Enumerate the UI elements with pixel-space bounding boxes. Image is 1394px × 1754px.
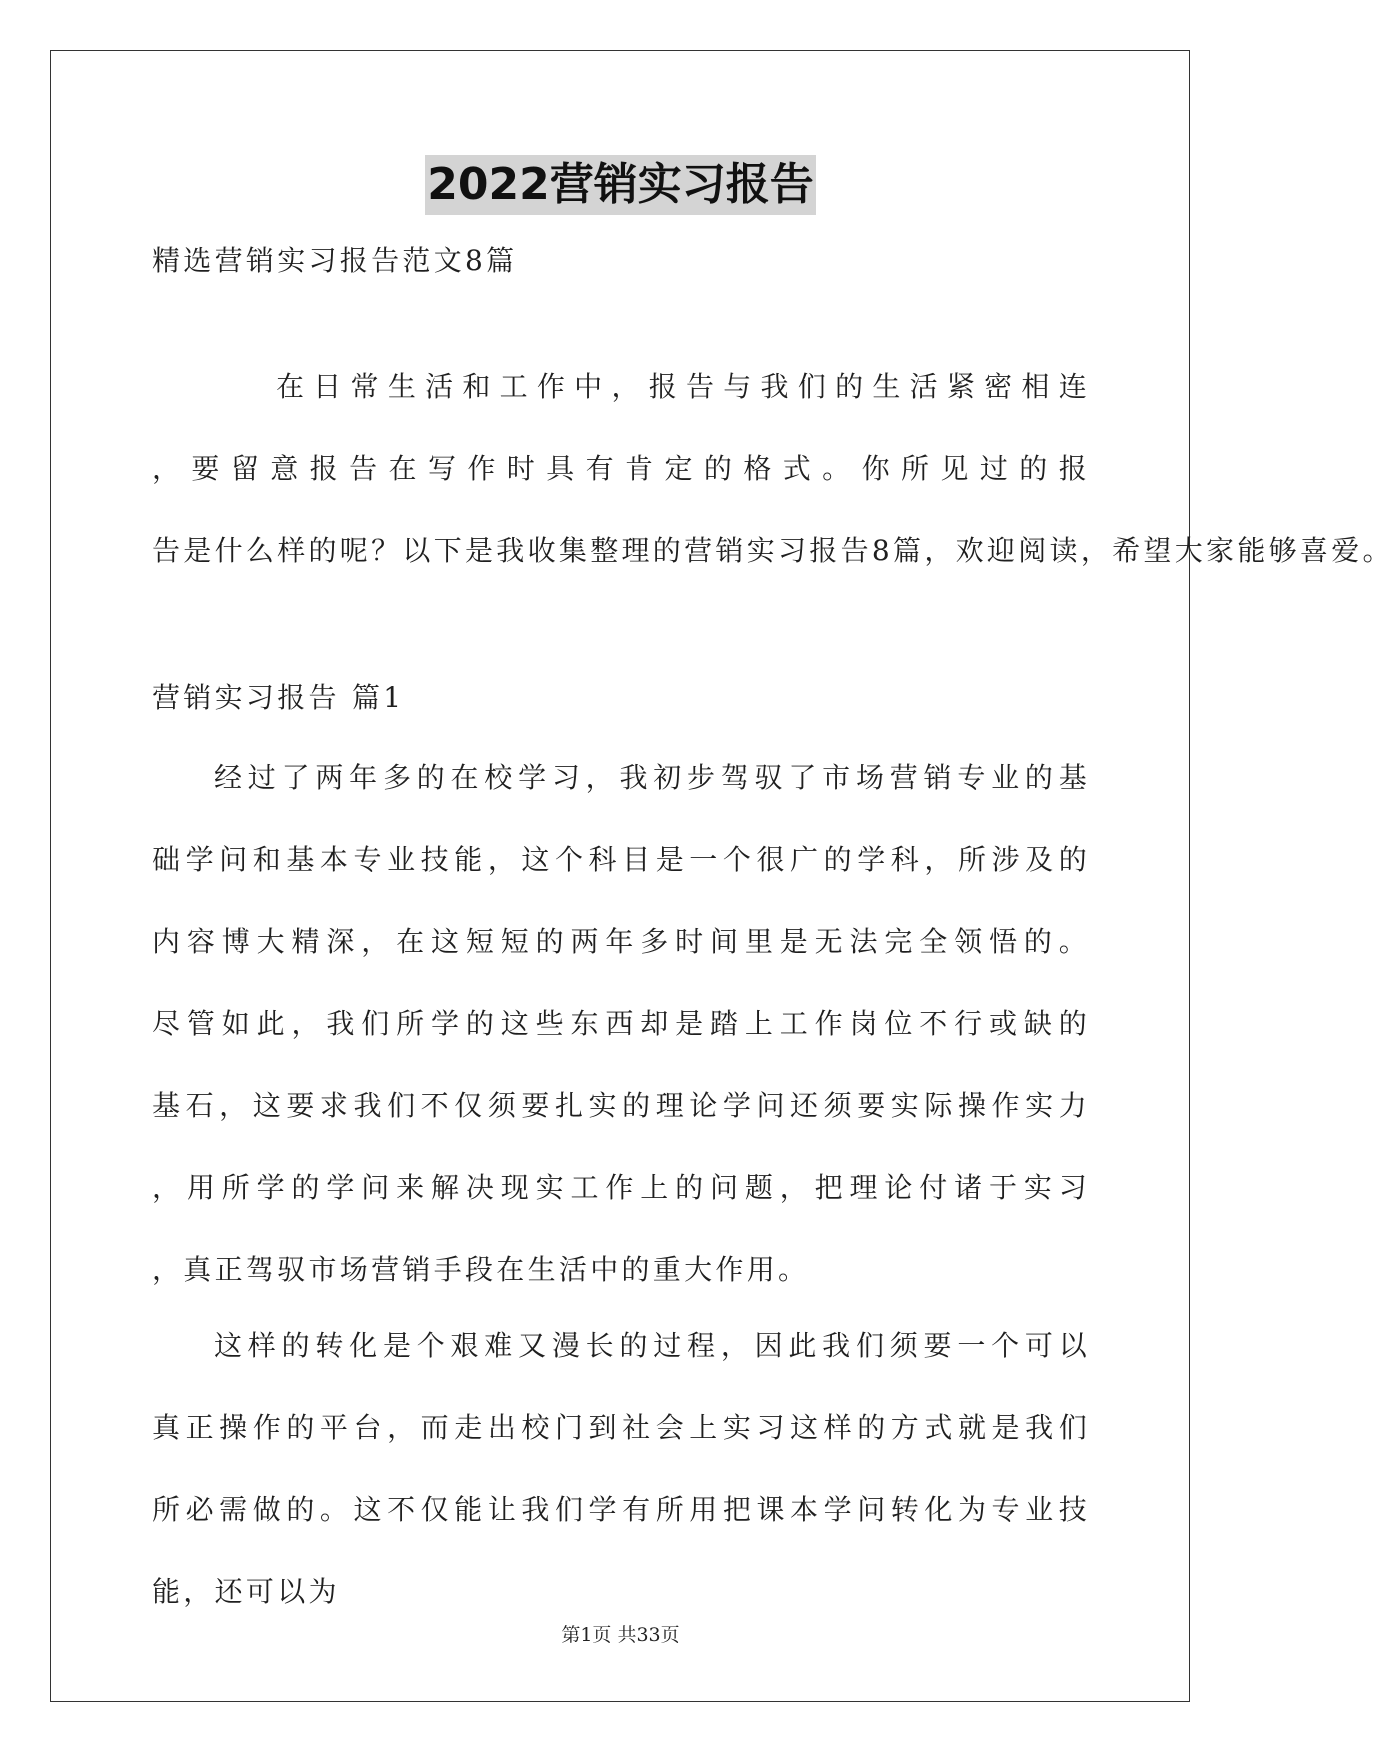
text-line: 真正操作的平台，而走出校门到社会上实习这样的方式就是我们	[152, 1411, 1090, 1444]
text-line: 内容博大精深，在这短短的两年多时间里是无法完全领悟的。	[152, 925, 1090, 958]
text-line: 基石，这要求我们不仅须要扎实的理论学问还须要实际操作实力	[152, 1089, 1090, 1122]
text-line: ，真正驾驭市场营销手段在生活中的重大作用。	[152, 1253, 810, 1286]
text-line: 能，还可以为	[152, 1575, 340, 1608]
text-line: 这样的转化是个艰难又漫长的过程，因此我们须要一个可以	[214, 1329, 1090, 1362]
text-line: 告是什么样的呢？以下是我收集整理的营销实习报告8篇，欢迎阅读，希望大家能够喜爱。	[152, 534, 1394, 567]
document-subtitle: 精选营销实习报告范文8篇	[152, 244, 518, 277]
text-line: ，用所学的学问来解决现实工作上的问题，把理论付诸于实习	[152, 1171, 1090, 1204]
body-paragraph-2	[152, 1305, 1090, 1633]
text-line: 经过了两年多的在校学习，我初步驾驭了市场营销专业的基	[214, 761, 1090, 794]
title-wrap	[0, 155, 1241, 215]
document-title: 2022营销实习报告	[425, 155, 815, 215]
text-line: 在日常生活和工作中，报告与我们的生活紧密相连	[276, 370, 1090, 403]
section-heading: 营销实习报告 篇1	[152, 681, 405, 714]
text-line: 础学问和基本专业技能，这个科目是一个很广的学科，所涉及的	[152, 843, 1090, 876]
intro-paragraph	[152, 346, 1394, 592]
text-line: ，要留意报告在写作时具有肯定的格式。你所见过的报	[152, 452, 1090, 485]
body-paragraph-1	[152, 737, 1090, 1311]
text-line: 所必需做的。这不仅能让我们学有所用把课本学问转化为专业技	[152, 1493, 1090, 1526]
page-footer: 第1页 共33页	[561, 1624, 680, 1646]
text-line: 尽管如此，我们所学的这些东西却是踏上工作岗位不行或缺的	[152, 1007, 1090, 1040]
